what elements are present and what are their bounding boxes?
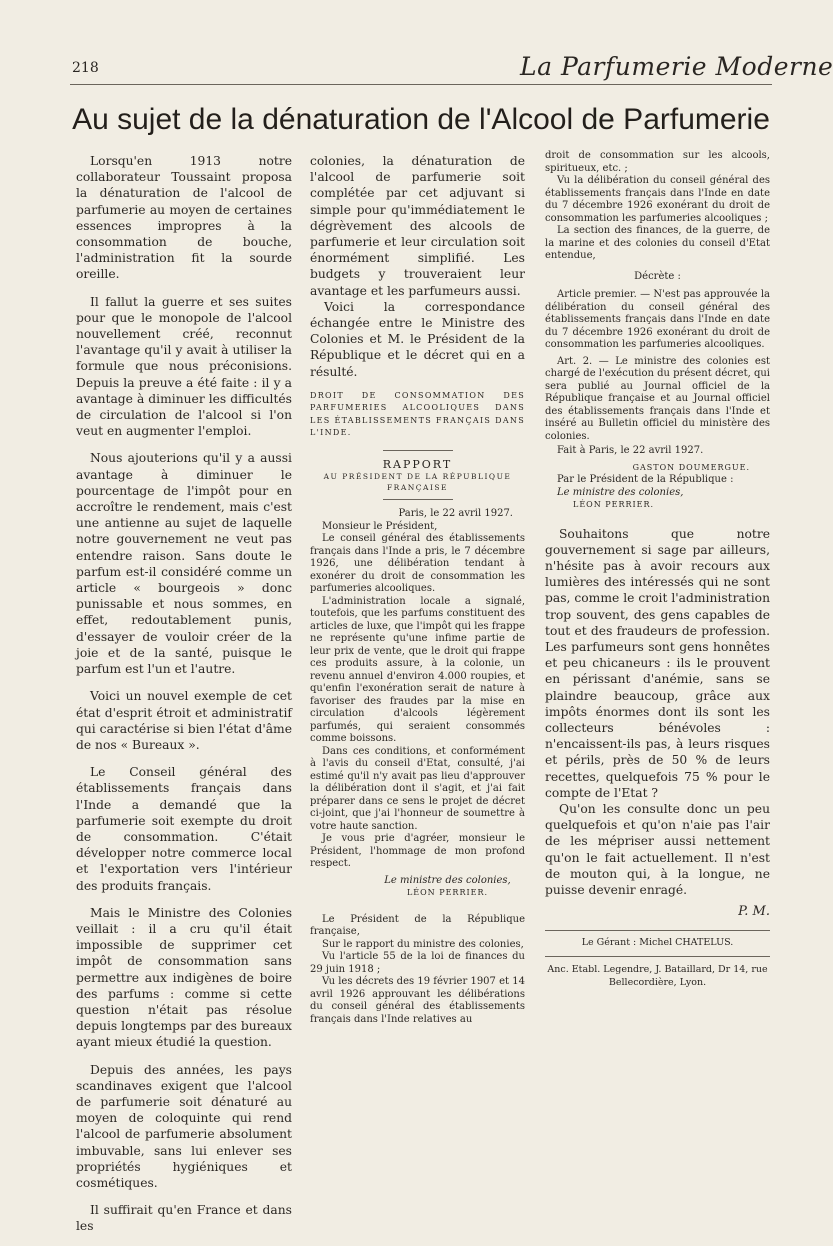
page-number: 218 bbox=[72, 60, 99, 76]
paragraph: Sur le rapport du ministre des colonies, bbox=[322, 938, 524, 950]
paragraph: Mais le Ministre des Colonies veillait : il a cru qu'il était impossible de supprimer cet impôt de consommation sans permettre aux indigènes de boire des parfums : comme si cette question n'était pas résolue depuis longtemps par des bureaux ayant mieux étudié la question. bbox=[76, 905, 292, 1050]
divider bbox=[545, 930, 770, 931]
column-1 bbox=[76, 153, 292, 1246]
paragraph: Vu les décrets des 19 février 1907 et 14 avril 1926 approuvant les délibérations du conseil général des établissements français dans l'Inde relatives au bbox=[310, 976, 525, 1025]
paragraph: Souhaitons que notre gouvernement si sage par ailleurs, n'hésite pas à avoir recours aux lumières des intéressés qui ne sont pas, comme le croit l'administration trop souvent, des gens capables de tout et des fraudeurs de profession. Les parfumeurs sont gens honnêtes et peu chicaneurs : ils le prouvent en périssant d'anémie, sans se plaindre beaucoup, grâce aux impôts énormes dont ils sont les collecteurs bénévoles : n'encaissent-ils pas, à leurs risques et périls, près de 50 % de leurs recettes, quelquefois 75 % pour le compte de l'Etat ? bbox=[545, 526, 770, 800]
column-2 bbox=[310, 153, 525, 1026]
paragraph: Voici un nouvel exemple de cet état d'esprit étroit et administratif qui caractérise si bien l'état d'âme de nos « Bureaux ». bbox=[76, 689, 292, 752]
paragraph: colonies, la dénaturation de l'alcool de parfumerie soit complétée par cet adjuvant si simple pour qu'immédiatement le dégrèvement des alcools de parfumerie et leur circulation soit énormément simplifié. Les budgets y trouveraient leur avantage et les parfumeurs aussi. bbox=[310, 154, 525, 298]
rapport-subtitle: AU PRÉSIDENT DE LA RÉPUBLIQUE FRANÇAISE bbox=[323, 472, 512, 493]
paragraph: Voici la correspondance échangée entre le Ministre des Colonies et M. le Président de la République et le décret qui en a résulté. bbox=[310, 299, 525, 379]
paragraph: Lorsqu'en 1913 notre collaborateur Toussaint proposa la dénaturation de l'alcool de parfumerie au moyen de certaines essences impropres à la consommation de bouche, l'administration fit la sourde oreille. bbox=[76, 154, 292, 282]
paragraph: Qu'on les consulte donc un peu quelquefois et qu'on n'aie pas l'air de les mépriser aussi nettement qu'on le fait actuellement. Il n'est de mouton qui, à la longue, ne puisse devenir enragé. bbox=[545, 801, 770, 897]
header-rule bbox=[70, 84, 772, 85]
article-title: Au sujet de la dénaturation de l'Alcool de Parfumerie bbox=[72, 103, 770, 136]
masthead: La Parfumerie Moderne bbox=[520, 52, 833, 81]
paragraph: Le Président de la République française, bbox=[310, 913, 525, 938]
signature-name: LÉON PERRIER. bbox=[406, 888, 489, 898]
divider bbox=[383, 499, 453, 500]
signature-title: Le ministre des colonies, bbox=[557, 486, 684, 498]
printer-line: Anc. Etabl. Legendre, J. Bataillard, Dr 14, rue Bellecordière, Lyon. bbox=[547, 964, 768, 989]
paragraph: Nous ajouterions qu'il y a aussi avantage à diminuer le pourcentage de l'impôt pour en accroître le rendement, mais c'est une antienne au sujet de laquelle notre gouvernement ne veut pas entendre raison. Sans doute le parfum est-il considéré comme un article « bourgeois » donc punissable et nous sommes, en effet, redoutablement punis, d'essayer de vouloir créer de la joie et de la santé, puisque le parfum est l'un et l'autre. bbox=[76, 451, 292, 677]
paragraph: Dans ces conditions, et conformément à l'avis du conseil d'Etat, consulté, j'ai estimé qu'il n'y avait pas lieu d'approuver la délibération dont il s'agit, et j'ai fait préparer dans ce sens le projet de décret ci-joint, que j'ai l'honneur de soumettre à votre haute sanction. bbox=[310, 745, 525, 832]
section-heading: DROIT DE CONSOMMATION DES PARFUMERIES ALCOOLIQUES DANS LES ÉTABLISSEMENTS FRANÇAIS DANS L'INDE. bbox=[310, 390, 525, 438]
paragraph: Le Conseil général des établissements français dans l'Inde a demandé que la parfumerie soit exempte du droit de consommation. C'était développer notre commerce local et l'exportation vers l'intérieur des produits français. bbox=[76, 765, 292, 893]
signature-name: GASTON DOUMERGUE. bbox=[632, 462, 750, 472]
paragraph: Vu l'article 55 de la loi de finances du 29 juin 1918 ; bbox=[310, 951, 525, 975]
paragraph: Le conseil général des établissements français dans l'Inde a pris, le 7 décembre 1926, une délibération tendant à exonérer du droit de consommation les parfumeries alcooliques. bbox=[310, 533, 525, 595]
paragraph: Je vous prie d'agréer, monsieur le Président, l'hommage de mon profond respect. bbox=[310, 833, 525, 870]
decree-date: Fait à Paris, le 22 avril 1927. bbox=[557, 445, 704, 456]
letter-date: Paris, le 22 avril 1927. bbox=[398, 508, 513, 520]
rapport-title: RAPPORT bbox=[382, 457, 453, 471]
gerant-line: Le Gérant : Michel CHATELUS. bbox=[581, 937, 734, 949]
paragraph: droit de consommation sur les alcools, spiritueux, etc. ; bbox=[545, 150, 770, 174]
paragraph: Il suffirait qu'en France et dans les bbox=[76, 1203, 292, 1234]
article: Article premier. — N'est pas approuvée la délibération du conseil général des établissements français dans l'Inde en date du 7 décembre 1926 exonérant du droit de consommation les parfumeries alcooliques. bbox=[545, 289, 770, 350]
paragraph: Il fallut la guerre et ses suites pour que le monopole de l'alcool nouvellement créé, reconnut l'avantage qu'il y avait à utiliser la formule que nous préconisions. Depuis la preuve a été faite : il y a avantage à diminuer les difficultés de circulation de l'alcool si l'on veut en augmenter l'emploi. bbox=[76, 294, 292, 439]
paragraph: Par le Président de la République : bbox=[557, 474, 734, 485]
paragraph: L'administration locale a signalé, toutefois, que les parfums constituent des articles de luxe, que l'impôt qui les frappe ne représente qu'une infime partie de leur prix de vente, que le droit qui frappe ces produits assure, à la colonie, un revenu annuel d'environ 4.000 roupies, et qu'enfin l'exonération serait de nature à favoriser des fraudes par la mise en circulation d'alcools légèrement parfumés, qui seraient consommés comme boissons. bbox=[310, 595, 525, 745]
article: Art. 2. — Le ministre des colonies est chargé de l'exécution du présent décret, qui sera publié au Journal officiel de la République française et au Journal officiel des établissements français dans l'Inde et inséré au Bulletin officiel du ministère des colonies. bbox=[545, 355, 770, 442]
signature-name: LÉON PERRIER. bbox=[573, 500, 655, 509]
divider bbox=[383, 450, 453, 451]
paragraph: La section des finances, de la guerre, de la marine et des colonies du conseil d'Etat entendue, bbox=[545, 225, 770, 261]
column-3 bbox=[545, 150, 770, 989]
paragraph: Depuis des années, les pays scandinaves exigent que l'alcool de parfumerie soit dénaturé au moyen de coloquinte qui rend l'alcool de parfumerie absolument imbuvable, sans lui enlever ses propriétés hygiéniques et cosmétiques. bbox=[76, 1062, 292, 1190]
decrete-heading: Décrète : bbox=[634, 270, 681, 282]
paragraph: Vu la délibération du conseil général des établissements français dans l'Inde en date du 7 décembre 1926 exonérant du droit de consommation les parfumeries alcooliques ; bbox=[545, 175, 770, 224]
salutation: Monsieur le Président, bbox=[322, 520, 438, 532]
divider bbox=[545, 956, 770, 957]
author-initials: P. M. bbox=[738, 904, 770, 920]
signature-title: Le ministre des colonies, bbox=[384, 874, 511, 886]
